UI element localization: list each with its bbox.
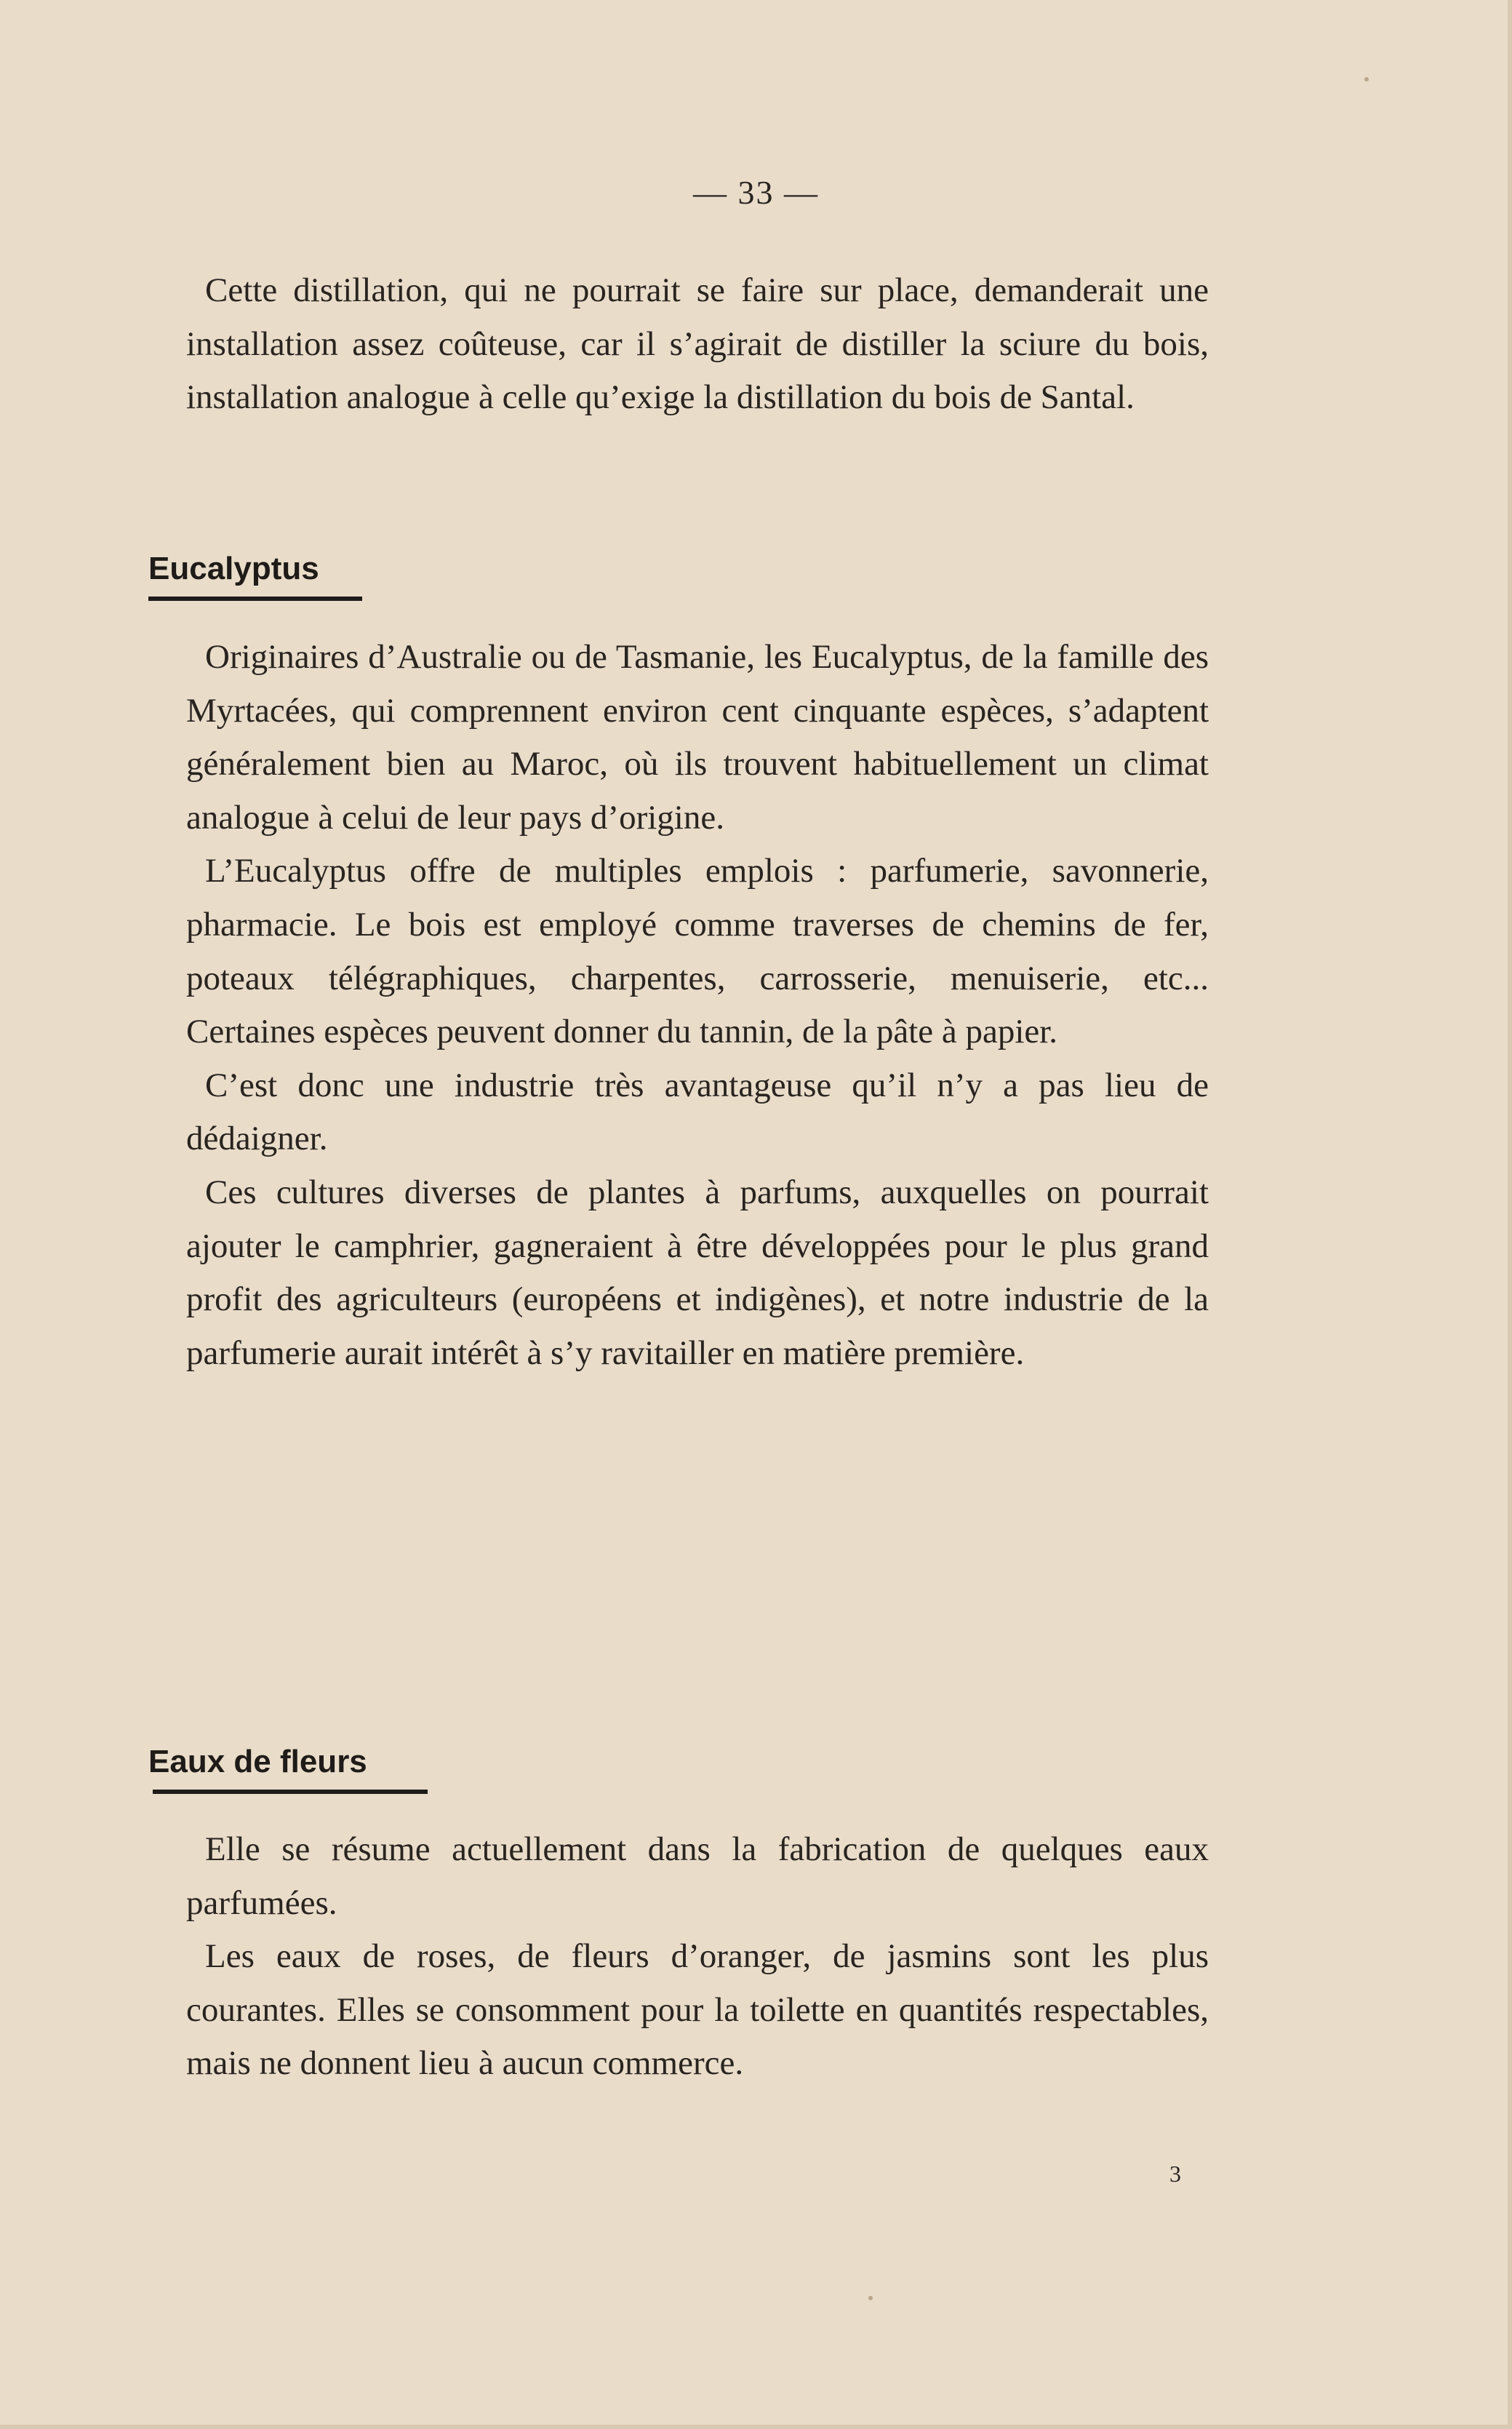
signature-mark: 3 xyxy=(1169,2161,1181,2187)
paper-speck xyxy=(868,2296,873,2300)
eaux-de-fleurs-heading-underline xyxy=(153,1790,428,1794)
eucalyptus-paragraph-3: C’est donc une industrie très avantageuse qu’il n’y a pas lieu de dédaigner. xyxy=(186,1066,1209,1158)
eaux-de-fleurs-block xyxy=(186,1823,1209,2091)
eaux-de-fleurs-paragraph-2: Les eaux de roses, de fleurs d’oranger, de jasmins sont les plus courantes. Elles se consomment pour la toilette en quantités respectables, mais ne donnent lieu à aucun commerce. xyxy=(186,1937,1209,2083)
intro-block xyxy=(186,264,1209,425)
eucalyptus-paragraph-4: Ces cultures diverses de plantes à parfums, auxquelles on pourrait ajouter le camphrier, gagneraient à être développées pour le plus grand profit des agriculteurs (européens et indigènes), et notre industrie de la parfumerie aurait intérêt à s’y ravitailler en matière première. xyxy=(186,1173,1209,1372)
eucalyptus-heading: Eucalyptus xyxy=(148,551,319,586)
page-number: — 33 — xyxy=(693,174,819,211)
eucalyptus-heading-underline xyxy=(148,597,362,601)
intro-paragraph: Cette distillation, qui ne pourrait se faire sur place, demanderait une installation assez coûteuse, car il s’agirait de distiller la sciure du bois, installation analogue à celle qu’exige la distillation du bois de Santal. xyxy=(186,271,1209,417)
eucalyptus-paragraph-1: Originaires d’Australie ou de Tasmanie, les Eucalyptus, de la famille des Myrtacées, qui comprennent environ cent cinquante espèces, s’adaptent généralement bien au Maroc, où ils trouvent habituellement un climat analogue à celui de leur pays d’origine. xyxy=(186,638,1209,837)
eucalyptus-block xyxy=(186,631,1209,1380)
paper-speck xyxy=(1364,77,1369,81)
eucalyptus-paragraph-2: L’Eucalyptus offre de multiples emplois : parfumerie, savonnerie, pharmacie. Le bois est employé comme traverses de chemins de fer, poteaux télégraphiques, charpentes, carrosserie, menuiserie, etc... Certaines espèces peuvent donner du tannin, de la pâte à papier. xyxy=(186,852,1209,1051)
eaux-de-fleurs-heading: Eaux de fleurs xyxy=(148,1744,367,1779)
eaux-de-fleurs-paragraph-1: Elle se résume actuellement dans la fabrication de quelques eaux parfumées. xyxy=(186,1830,1209,1922)
